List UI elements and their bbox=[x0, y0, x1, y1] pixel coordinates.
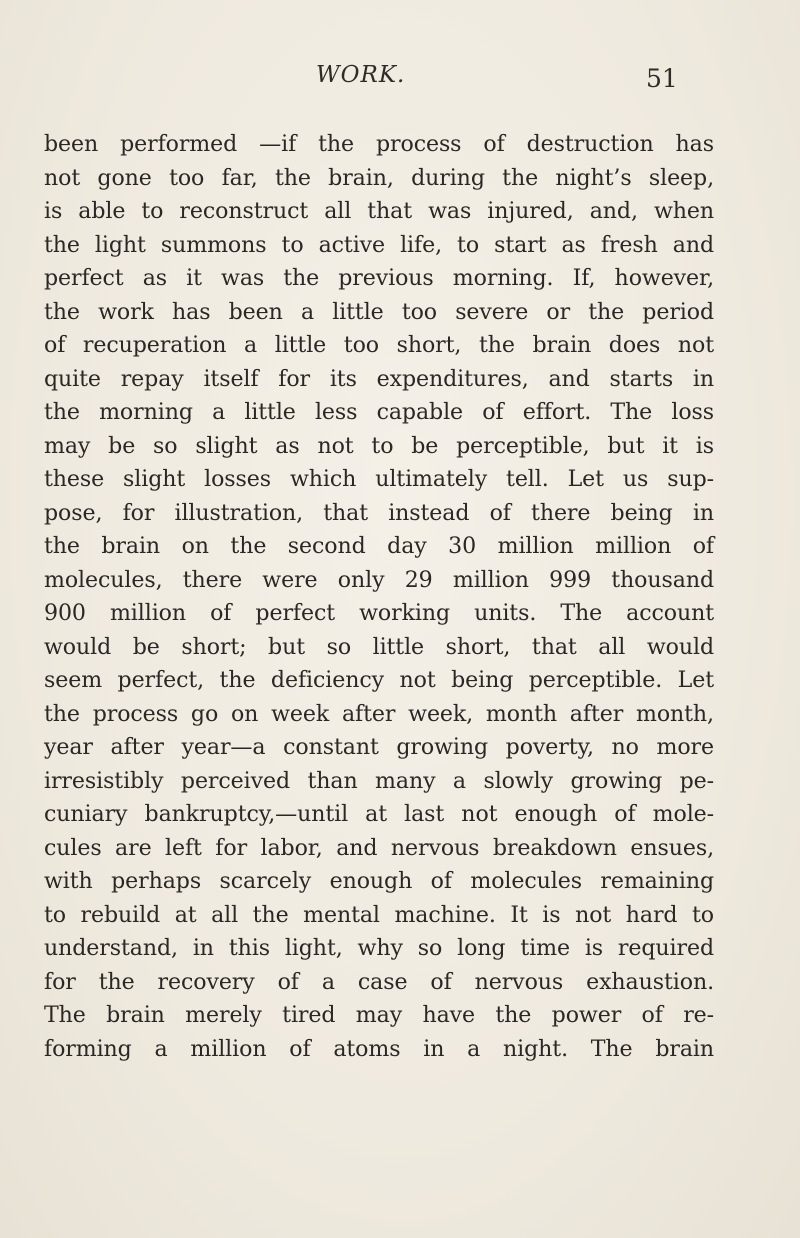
text-line: year after year—a constant growing poverty, no more bbox=[44, 734, 714, 760]
text-line: the morning a little less capable of effort. The loss bbox=[44, 399, 714, 425]
text-line: pose, for illustration, that instead of there being in bbox=[44, 499, 714, 526]
text-line: with perhaps scarcely enough of molecules remaining bbox=[44, 868, 714, 894]
text-line: forming a million of atoms in a night. The brain bbox=[44, 1035, 714, 1062]
text-line: cules are left for labor, and nervous breakdown ensues, bbox=[44, 834, 714, 861]
text-line: is able to reconstruct all that was injured, and, when bbox=[44, 198, 714, 224]
text-line: to rebuild at all the mental machine. It is not hard to bbox=[44, 901, 714, 928]
text-line: may be so slight as not to be perceptible, but it is bbox=[44, 432, 714, 459]
text-line: the work has been a little too severe or the period bbox=[44, 298, 714, 325]
text-line: the light summons to active life, to start as fresh and bbox=[44, 231, 714, 258]
text-line: been performed —if the process of destruction has bbox=[44, 131, 714, 157]
text-line: the process go on week after week, month after month, bbox=[44, 700, 714, 727]
text-line: the brain on the second day 30 million million of bbox=[44, 533, 714, 559]
text-line: for the recovery of a case of nervous exhaustion. bbox=[44, 968, 714, 995]
text-line: perfect as it was the previous morning. If, however, bbox=[44, 265, 714, 291]
text-line: The brain merely tired may have the power of re- bbox=[44, 1002, 714, 1028]
text-line: these slight losses which ultimately tell. Let us sup- bbox=[44, 466, 714, 492]
text-line: irresistibly perceived than many a slowly growing pe- bbox=[44, 767, 714, 794]
text-line: would be short; but so little short, that all would bbox=[44, 633, 714, 660]
text-line: molecules, there were only 29 million 999 thousand bbox=[44, 566, 714, 593]
text-line: seem perfect, the deficiency not being perceptible. Let bbox=[44, 667, 714, 693]
text-line: not gone too far, the brain, during the night’s sleep, bbox=[44, 164, 714, 191]
running-title: WORK. bbox=[316, 62, 406, 88]
text-line: of recuperation a little too short, the brain does not bbox=[44, 332, 714, 358]
text-line: 900 million of perfect working units. The account bbox=[44, 600, 714, 626]
running-head bbox=[0, 62, 800, 102]
text-line: cuniary bankruptcy,—until at last not enough of mole- bbox=[44, 801, 714, 827]
body-text bbox=[44, 128, 714, 1066]
text-line: understand, in this light, why so long time is required bbox=[44, 935, 714, 961]
text-line: quite repay itself for its expenditures, and starts in bbox=[44, 365, 714, 392]
page-number: 51 bbox=[646, 64, 678, 93]
